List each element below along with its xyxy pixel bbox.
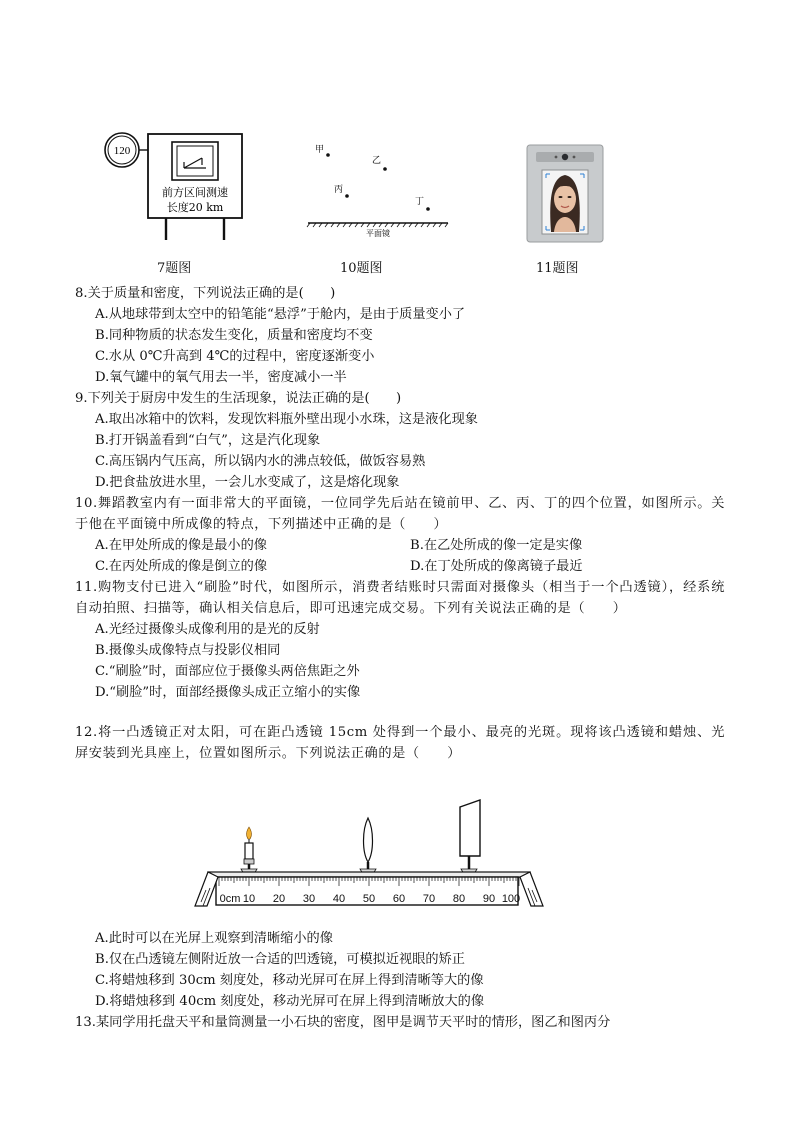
figure-11-face-terminal (526, 144, 604, 244)
scale-label-10: 10 (242, 893, 256, 905)
scale-label-80: 80 (452, 893, 466, 905)
face-icon (554, 185, 576, 213)
scale-label-0: 0cm (219, 893, 241, 905)
option-c[interactable]: C.水从 0℃升高到 4℃的过程中，密度逐渐变小 (95, 349, 375, 364)
option-b[interactable]: B.仅在凸透镜左侧附近放一合适的凹透镜，可模拟近视眼的矫正 (95, 952, 465, 967)
scale-label-40: 40 (332, 893, 346, 905)
question-11 (75, 577, 725, 703)
question-8 (75, 283, 725, 388)
option-d[interactable]: D.将蜡烛移到 40cm 刻度处，移动光屏可在屏上得到清晰放大的像 (95, 994, 485, 1009)
option-d[interactable]: D.把食盐放进水里，一会儿水变咸了，这是熔化现象 (95, 475, 400, 490)
option-c[interactable]: C.在丙处所成的像是倒立的像 (95, 559, 268, 574)
scale-label-60: 60 (392, 893, 406, 905)
option-d[interactable]: D.“刷脸”时，面部经摄像头成正立缩小的实像 (95, 685, 361, 700)
option-c[interactable]: C.“刷脸”时，面部应位于摄像头两倍焦距之外 (95, 664, 360, 679)
scale-label-20: 20 (272, 893, 286, 905)
figure-7-speed-sign (100, 132, 260, 244)
sign-line-1: 前方区间测速 (162, 186, 228, 199)
question-stem: 9.下列关于厨房中发生的生活现象，说法正确的是( ) (75, 391, 402, 406)
question-stem: 8.关于质量和密度，下列说法正确的是( ) (75, 286, 336, 301)
label-jia: 甲 (315, 145, 325, 155)
option-c[interactable]: C.高压锅内气压高，所以锅内水的沸点较低，做饭容易熟 (95, 454, 426, 469)
option-a[interactable]: A.从地球带到太空中的铅笔能“悬浮”于舱内，是由于质量变小了 (95, 307, 466, 322)
mirror-label: 平面镜 (366, 229, 390, 238)
sign-line-2: 长度20 km (166, 201, 224, 214)
point-jia (326, 153, 330, 157)
option-b[interactable]: B.打开锅盖看到“白气”，这是汽化现象 (95, 433, 321, 448)
option-a[interactable]: A.在甲处所成的像是最小的像 (95, 538, 267, 553)
option-d[interactable]: D.氧气罐中的氧气用去一半，密度减小一半 (95, 370, 347, 385)
figure-12-optical-bench (190, 796, 555, 914)
label-yi: 乙 (372, 156, 382, 166)
point-bing (345, 194, 349, 198)
speed-limit-number: 120 (113, 145, 131, 157)
figure-7-caption: 7题图 (157, 261, 192, 276)
option-b[interactable]: B.在乙处所成的像一定是实像 (410, 538, 583, 553)
option-d[interactable]: D.在丁处所成的像离镜子最近 (410, 559, 583, 574)
question-stem: 11.购物支付已进入“刷脸”时代，如图所示，消费者结账时只需面对摄像头（相当于一个凸透镜），经系统自动拍照、扫描等，确认相关信息后，即可迅速完成交易。下列有关说法正确的是（ ） (75, 580, 725, 616)
option-c[interactable]: C.将蜡烛移到 30cm 刻度处，移动光屏可在屏上得到清晰等大的像 (95, 973, 484, 988)
question-stem: 10.舞蹈教室内有一面非常大的平面镜，一位同学先后站在镜前甲、乙、丙、丁的四个位置，如图所示。关于他在平面镜中所成像的特点，下列描述中正确的是（ ） (75, 496, 725, 532)
question-stem: 12.将一凸透镜正对太阳，可在距凸透镜 15cm 处得到一个最小、最亮的光斑。现将该凸透镜和蜡烛、光屏安装到光具座上，位置如图所示。下列说法正确的是（ ） (75, 725, 725, 761)
label-ding: 丁 (415, 197, 425, 207)
option-b[interactable]: B.同种物质的状态发生变化，质量和密度均不变 (95, 328, 373, 343)
figure-10-mirror (305, 140, 465, 240)
question-13 (75, 1012, 725, 1033)
scale-label-70: 70 (422, 893, 436, 905)
camera-lens-icon (562, 154, 568, 160)
convex-lens-icon (364, 818, 373, 869)
option-b[interactable]: B.摄像头成像特点与投影仪相同 (95, 643, 281, 658)
scale-label-50: 50 (362, 893, 376, 905)
label-bing: 丙 (334, 185, 344, 195)
option-a[interactable]: A.光经过摄像头成像利用的是光的反射 (95, 622, 320, 637)
question-10 (75, 493, 725, 577)
question-12-options (75, 928, 725, 1012)
scale-label-90: 90 (482, 893, 496, 905)
candle-icon (244, 827, 254, 869)
figure-10-caption: 10题图 (340, 261, 383, 276)
question-9 (75, 388, 725, 493)
option-a[interactable]: A.此时可以在光屏上观察到清晰缩小的像 (95, 931, 333, 946)
point-ding (426, 207, 430, 211)
point-yi (383, 167, 387, 171)
question-stem: 13.某同学用托盘天平和量筒测量一小石块的密度，图甲是调节天平时的情形，图乙和图丙分 (75, 1015, 611, 1030)
question-12-stem (75, 722, 725, 764)
figure-11-caption: 11题图 (536, 261, 579, 276)
option-a[interactable]: A.取出冰箱中的饮料，发现饮料瓶外壁出现小水珠，这是液化现象 (95, 412, 478, 427)
light-screen-icon (460, 800, 480, 869)
scale-label-30: 30 (302, 893, 316, 905)
scale-label-100: 100 (501, 893, 521, 905)
